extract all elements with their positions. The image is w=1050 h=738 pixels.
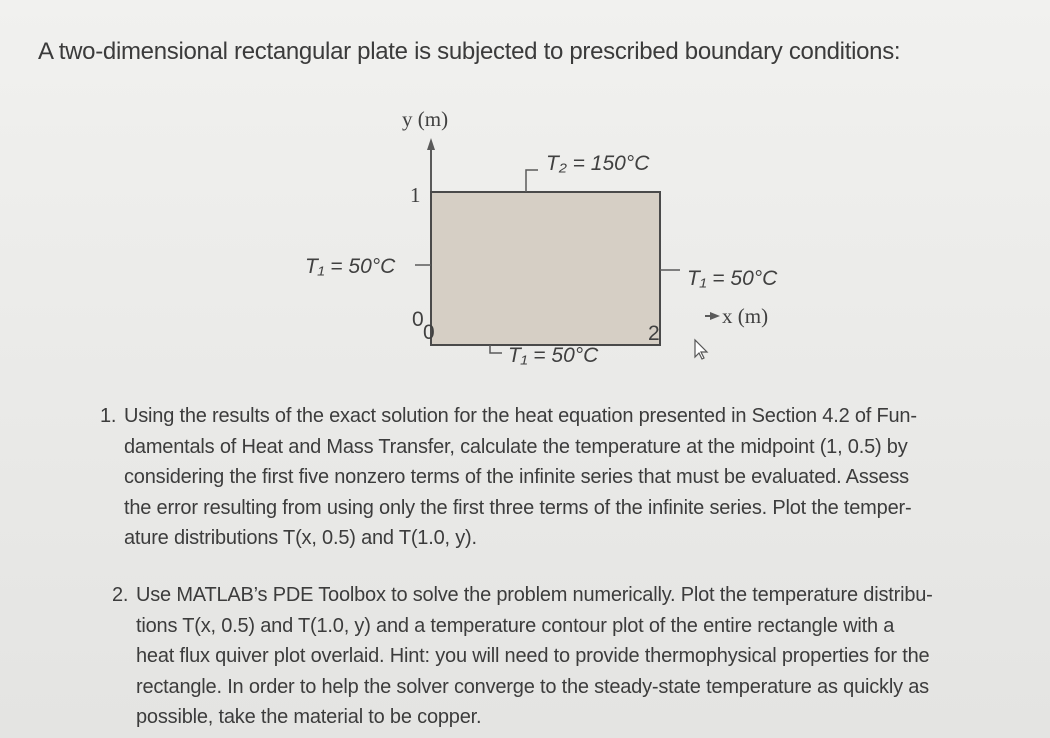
problem-2-line-1: Use MATLAB’s PDE Toolbox to solve the problem numerically. Plot the temperature distribu- xyxy=(136,584,933,606)
problem-1-line-1: Using the results of the exact solution for the heat equation presented in Section 4.2 of Fun- xyxy=(124,405,917,427)
bottom-bc-leader xyxy=(490,345,502,353)
y-tick-1: 1 xyxy=(410,183,421,207)
problem-1-line-3: considering the first five nonzero terms of the infinite series that must be evaluated. Assess xyxy=(124,466,909,488)
mouse-cursor-icon xyxy=(695,340,707,359)
x-tick-2: 2 xyxy=(648,322,660,345)
right-bc-label: T₁ = 50°C xyxy=(687,267,778,290)
problem-1-line-4: the error resulting from using only the first three terms of the infinite series. Plot the temper- xyxy=(124,496,912,519)
problem-1-line-2: damentals of Heat and Mass Transfer, calculate the temperature at the midpoint (1, 0.5) by xyxy=(124,435,908,458)
x-tick-0: 0 xyxy=(423,321,435,344)
problem-1 xyxy=(100,401,917,554)
top-bc-leader xyxy=(526,170,538,192)
problem-1-number: 1. xyxy=(100,405,117,427)
problem-2-line-4: rectangle. In order to help the solver converge to the steady-state temperature as quickly as xyxy=(136,675,929,698)
x-axis-label: x (m) xyxy=(722,304,769,328)
problem-2-line-5: possible, take the material to be copper. xyxy=(136,706,482,728)
left-bc-label: T₁ = 50°C xyxy=(305,255,396,278)
y-axis-arrow xyxy=(427,138,435,150)
problem-2-line-3: heat flux quiver plot overlaid. Hint: you will need to provide thermophysical properties for the xyxy=(136,645,930,667)
plate-rect xyxy=(431,192,660,345)
problem-2-number: 2. xyxy=(112,584,129,606)
intro-text: A two-dimensional rectangular plate is subjected to prescribed boundary conditions: xyxy=(38,38,901,65)
bottom-bc-label: T₁ = 50°C xyxy=(508,344,599,367)
x-axis-arrow xyxy=(710,312,720,320)
top-bc-label: T₂ = 150°C xyxy=(546,152,650,175)
problem-2-line-2: tions T(x, 0.5) and T(1.0, y) and a temperature contour plot of the entire rectangle with a xyxy=(136,614,895,637)
problem-1-line-5: ature distributions T(x, 0.5) and T(1.0, y). xyxy=(124,527,477,549)
problem-2 xyxy=(112,580,933,733)
y-axis-label: y (m) xyxy=(402,107,449,131)
y-tick-0: 0 xyxy=(412,308,424,331)
